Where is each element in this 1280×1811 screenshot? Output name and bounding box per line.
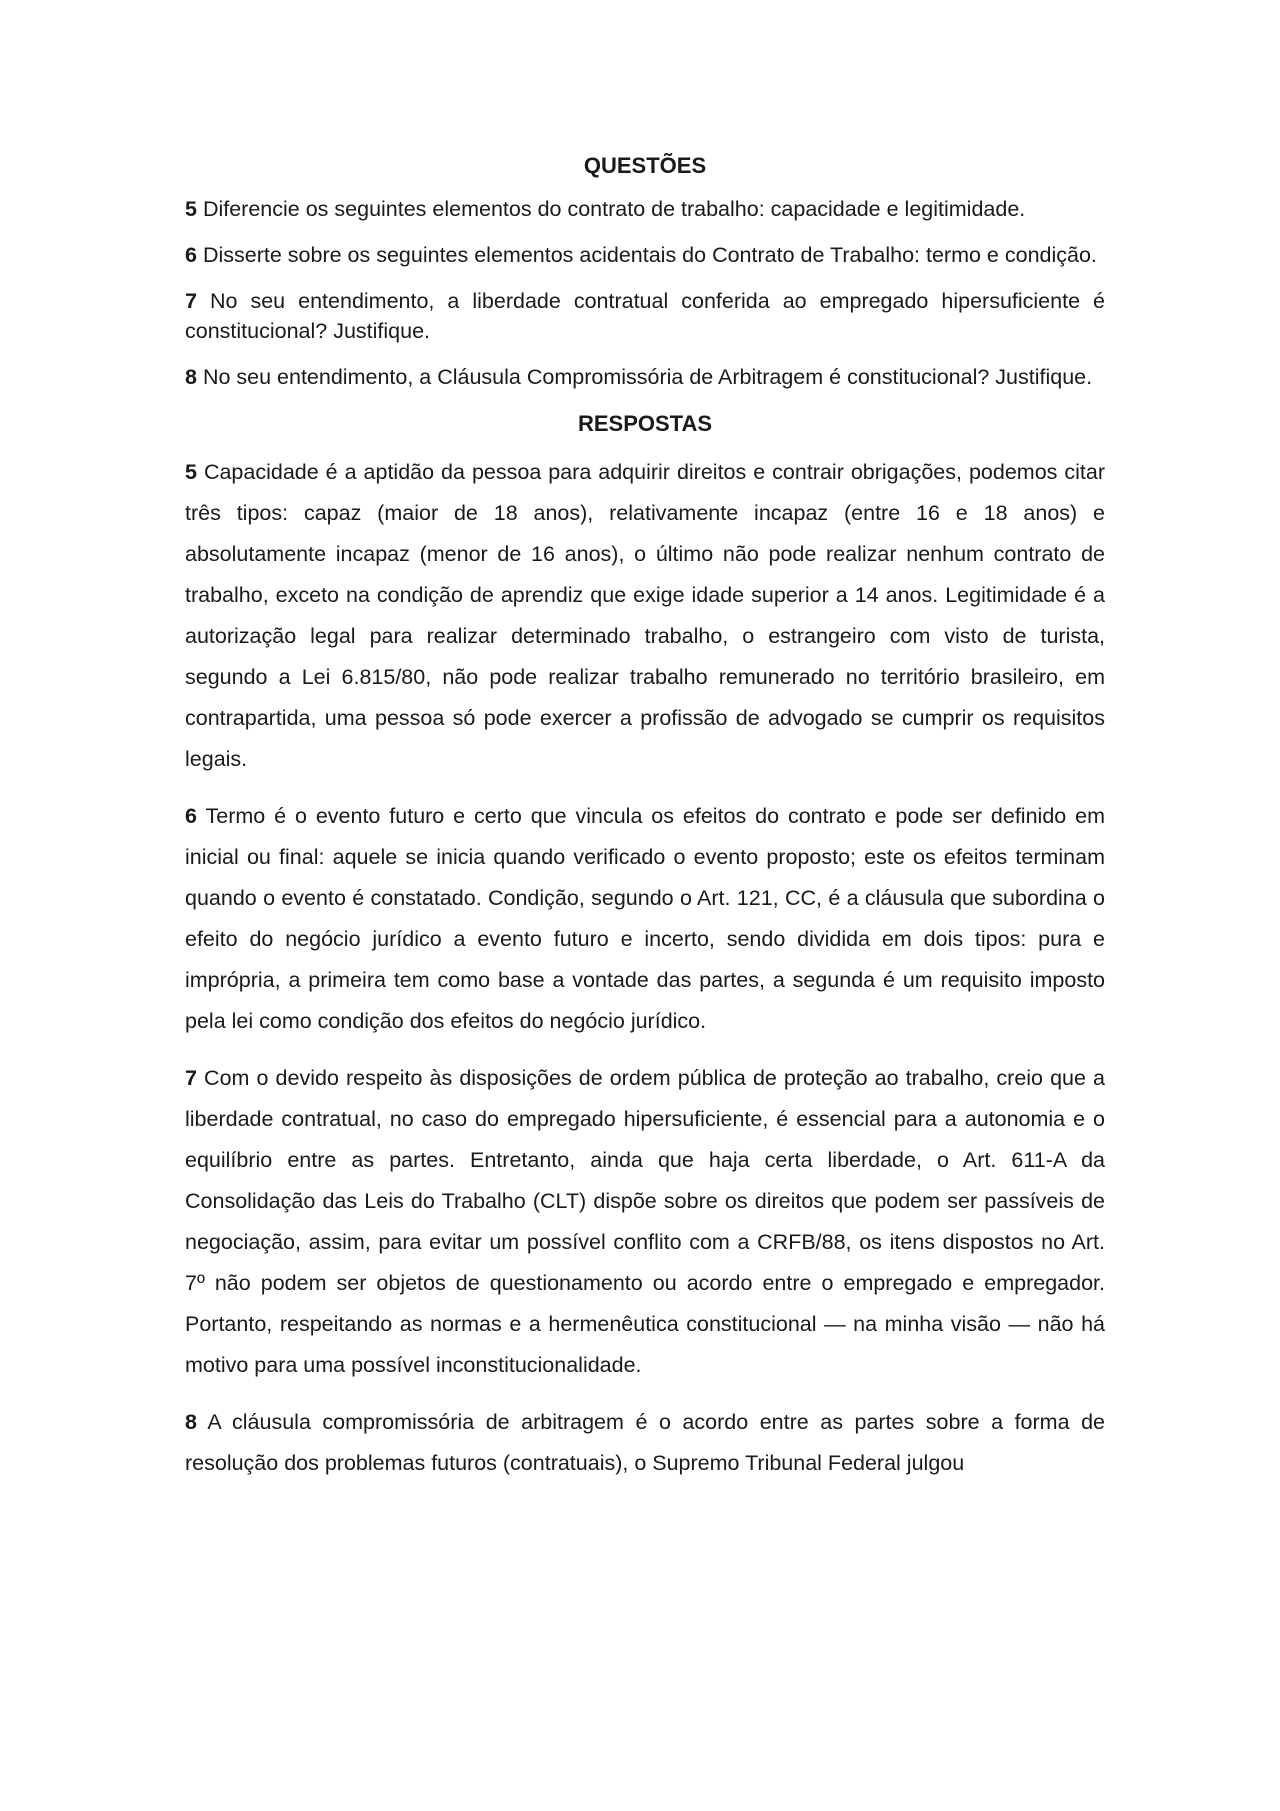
answer-number: 7 xyxy=(185,1066,197,1090)
answer-8 xyxy=(185,1402,1105,1484)
document-body xyxy=(185,150,1105,1500)
question-text: Disserte sobre os seguintes elementos acidentais do Contrato de Trabalho: termo e condição. xyxy=(202,243,1097,267)
answers-heading: RESPOSTAS xyxy=(577,411,713,436)
question-5 xyxy=(185,194,1105,224)
answer-number: 5 xyxy=(185,460,197,484)
question-text: No seu entendimento, a liberdade contratual conferida ao empregado hipersuficiente é constitucional? Justifique. xyxy=(185,289,1105,343)
questions-heading: QUESTÕES xyxy=(583,153,707,178)
question-number: 6 xyxy=(185,243,197,267)
answer-text: Capacidade é a aptidão da pessoa para adquirir direitos e contrair obrigações, podemos citar três tipos: capaz (maior de 18 anos), relativamente incapaz (entre 16 e 18 anos) e absolutamente incapaz (menor de 16 anos), o último não pode realizar nenhum contrato de trabalho, exceto na condição de aprendiz que exige idade superior a 14 anos. Legitimidade é a autorização legal para realizar determinado trabalho, o estrangeiro com visto de turista, segundo a Lei 6.815/80, não pode realizar trabalho remunerado no território brasileiro, em contrapartida, uma pessoa só pode exercer a profissão de advogado se cumprir os requisitos legais. xyxy=(185,460,1105,771)
answer-text: Com o devido respeito às disposições de ordem pública de proteção ao trabalho, creio que a liberdade contratual, no caso do empregado hipersuficiente, é essencial para a autonomia e o equilíbrio entre as partes. Entretanto, ainda que haja certa liberdade, o Art. 611-A da Consolidação das Leis do Trabalho (CLT) dispõe sobre os direitos que podem ser passíveis de negociação, assim, para evitar um possível conflito com a CRFB/88, os itens dispostos no Art. 7º não podem ser objetos de questionamento ou acordo entre o empregado e empregador. Portanto, respeitando as normas e a hermenêutica constitucional — na minha visão — não há motivo para uma possível inconstitucionalidade. xyxy=(185,1066,1105,1377)
question-number: 5 xyxy=(185,197,197,221)
answer-text: Termo é o evento futuro e certo que vincula os efeitos do contrato e pode ser definido em inicial ou final: aquele se inicia quando verificado o evento proposto; este os efeitos terminam quando o evento é constatado. Condição, segundo o Art. 121, CC, é a cláusula que subordina o efeito do negócio jurídico a evento futuro e incerto, sendo dividida em dois tipos: pura e imprópria, a primeira tem como base a vontade das partes, a segunda é um requisito imposto pela lei como condição dos efeitos do negócio jurídico. xyxy=(185,804,1105,1033)
answer-number: 6 xyxy=(185,804,197,828)
question-8 xyxy=(185,362,1105,392)
question-number: 7 xyxy=(185,289,197,313)
answer-number: 8 xyxy=(185,1410,197,1434)
answer-text: A cláusula compromissória de arbitragem é o acordo entre as partes sobre a forma de resolução dos problemas futuros (contratuais), o Supremo Tribunal Federal julgou xyxy=(185,1410,1105,1475)
question-number: 8 xyxy=(185,365,197,389)
question-text: No seu entendimento, a Cláusula Compromissória de Arbitragem é constitucional? Justifique. xyxy=(202,365,1093,389)
question-7 xyxy=(185,286,1105,346)
question-text: Diferencie os seguintes elementos do contrato de trabalho: capacidade e legitimidade. xyxy=(202,197,1026,221)
answer-5 xyxy=(185,452,1105,780)
question-6 xyxy=(185,240,1105,270)
answer-6 xyxy=(185,796,1105,1042)
answer-7 xyxy=(185,1058,1105,1386)
